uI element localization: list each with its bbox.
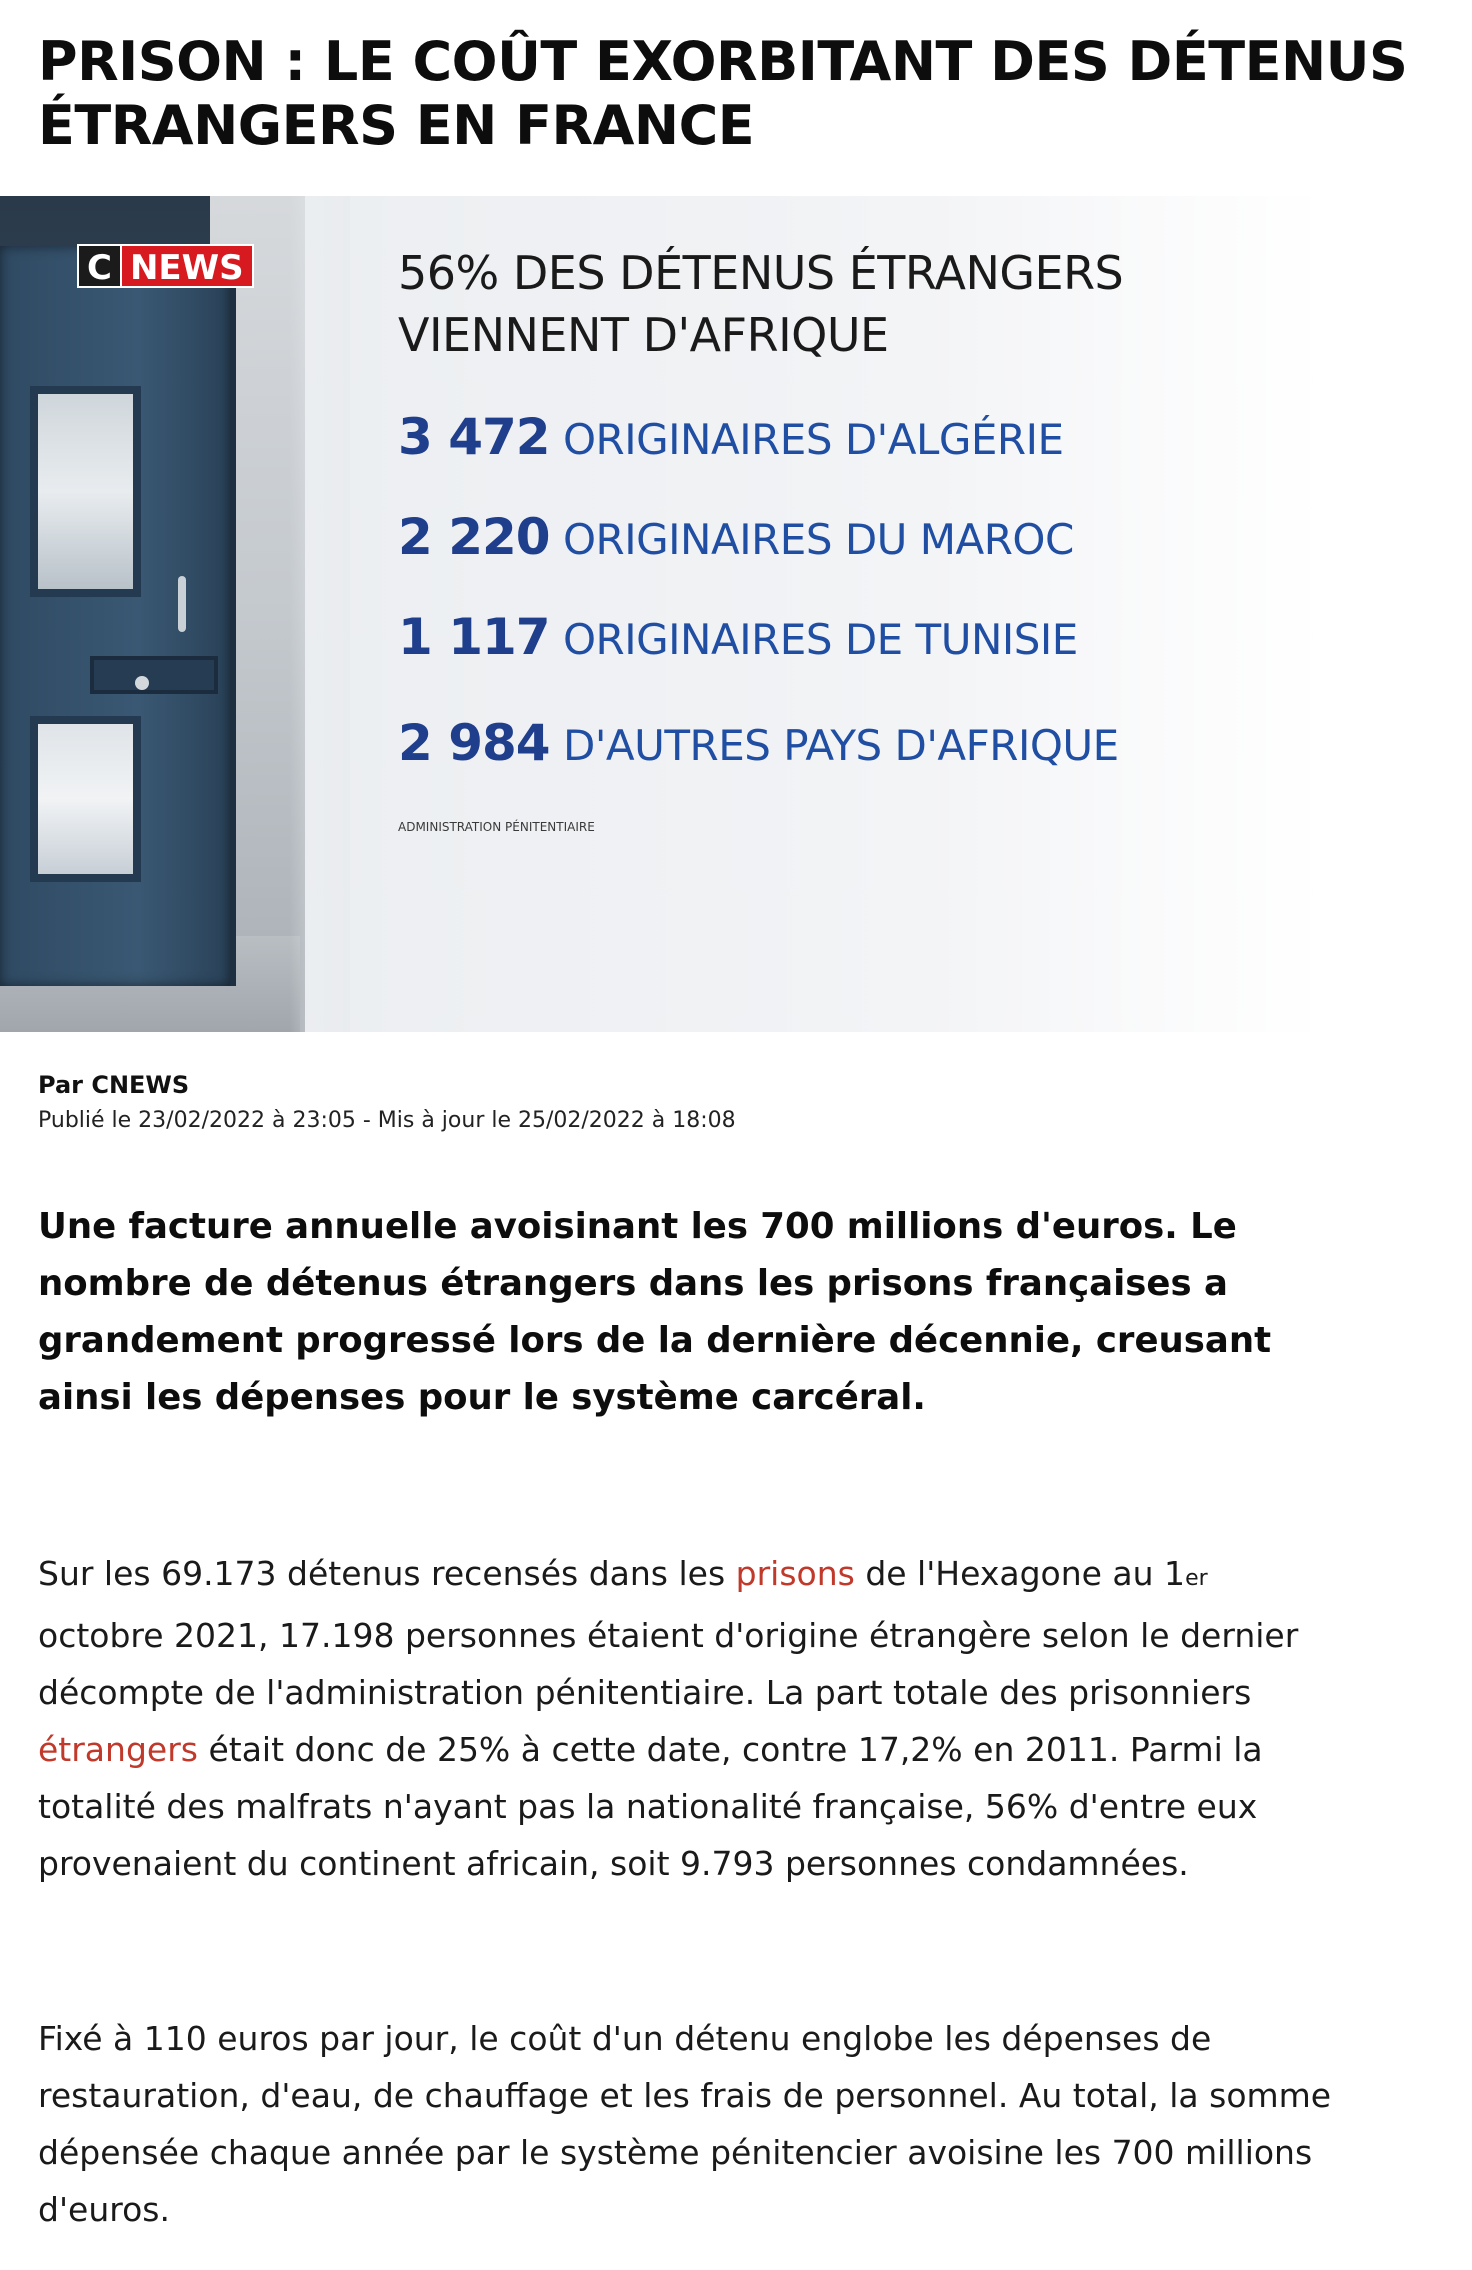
hero-stat-number: 2 984 xyxy=(398,714,550,772)
hero-stat-row xyxy=(398,502,1318,572)
hero-image xyxy=(0,196,1324,1032)
hero-fade xyxy=(290,196,350,1032)
article-paragraph xyxy=(38,1545,1338,1892)
paragraph-text: octobre 2021, 17.198 personnes étaient d'origine étrangère selon le dernier décompte de l'administration pénitentiaire. La part totale des prisonniers xyxy=(38,1616,1299,1712)
article-lead: Une facture annuelle avoisinant les 700 millions d'euros. Le nombre de détenus étrangers dans les prisons françaises a grandement progressé lors de la dernière décennie, creusant ainsi les dépenses pour le système carcéral. xyxy=(38,1206,1272,1418)
article-headline: PRISON : LE COÛT EXORBITANT DES DÉTENUS ÉTRANGERS EN FRANCE xyxy=(38,30,1408,157)
etrangers-link[interactable]: étrangers xyxy=(38,1730,198,1769)
door-handle xyxy=(178,576,186,632)
hero-stat-label: ORIGINAIRES DE TUNISIE xyxy=(563,615,1078,664)
door-slot xyxy=(90,656,218,694)
cell-door-image xyxy=(0,246,236,986)
hero-stat-row xyxy=(398,708,1318,778)
hero-stat-number: 1 117 xyxy=(398,608,550,666)
prisons-link[interactable]: prisons xyxy=(735,1554,855,1593)
article-pubdate: Publié le 23/02/2022 à 23:05 - Mis à jour le 25/02/2022 à 18:08 xyxy=(38,1108,736,1133)
cnews-logo-c: C xyxy=(77,244,120,288)
cnews-logo-news: NEWS xyxy=(120,244,254,288)
hero-stat-label: ORIGINAIRES D'ALGÉRIE xyxy=(563,415,1064,464)
hero-stat-number: 3 472 xyxy=(398,408,550,466)
article-paragraph: Fixé à 110 euros par jour, le coût d'un détenu englobe les dépenses de restauration, d'eau, de chauffage et les frais de personnel. Au total, la somme dépensée chaque année par le système pénitencier avoisine les 700 millions d'euros. xyxy=(38,2019,1332,2229)
hero-title-line1: 56% DES DÉTENUS ÉTRANGERS xyxy=(398,246,1124,300)
cnews-logo xyxy=(77,244,254,288)
paragraph-text: Sur les 69.173 détenus recensés dans les xyxy=(38,1554,736,1593)
paragraph-text: de l'Hexagone au 1 xyxy=(854,1554,1186,1593)
hero-title xyxy=(398,242,1298,366)
hero-source: ADMINISTRATION PÉNITENTIAIRE xyxy=(398,820,595,834)
ordinal-suffix: er xyxy=(1185,1566,1208,1591)
hero-stat-number: 2 220 xyxy=(398,508,550,566)
hero-stat-label: D'AUTRES PAYS D'AFRIQUE xyxy=(563,721,1119,770)
hero-title-line2: VIENNENT D'AFRIQUE xyxy=(398,308,889,362)
paragraph-text: était donc de 25% à cette date, contre 17,2% en 2011. Parmi la totalité des malfrats n'ayant pas la nationalité française, 56% d'entre eux provenaient du continent africain, soit 9.793 personnes condamnées. xyxy=(38,1730,1263,1883)
door-window-lower xyxy=(30,716,141,882)
article-byline: Par CNEWS xyxy=(38,1071,190,1099)
door-knob xyxy=(135,676,149,690)
hero-stat-row xyxy=(398,402,1318,472)
hero-stat-row xyxy=(398,602,1318,672)
hero-stat-label: ORIGINAIRES DU MAROC xyxy=(563,515,1074,564)
door-window xyxy=(30,386,141,597)
